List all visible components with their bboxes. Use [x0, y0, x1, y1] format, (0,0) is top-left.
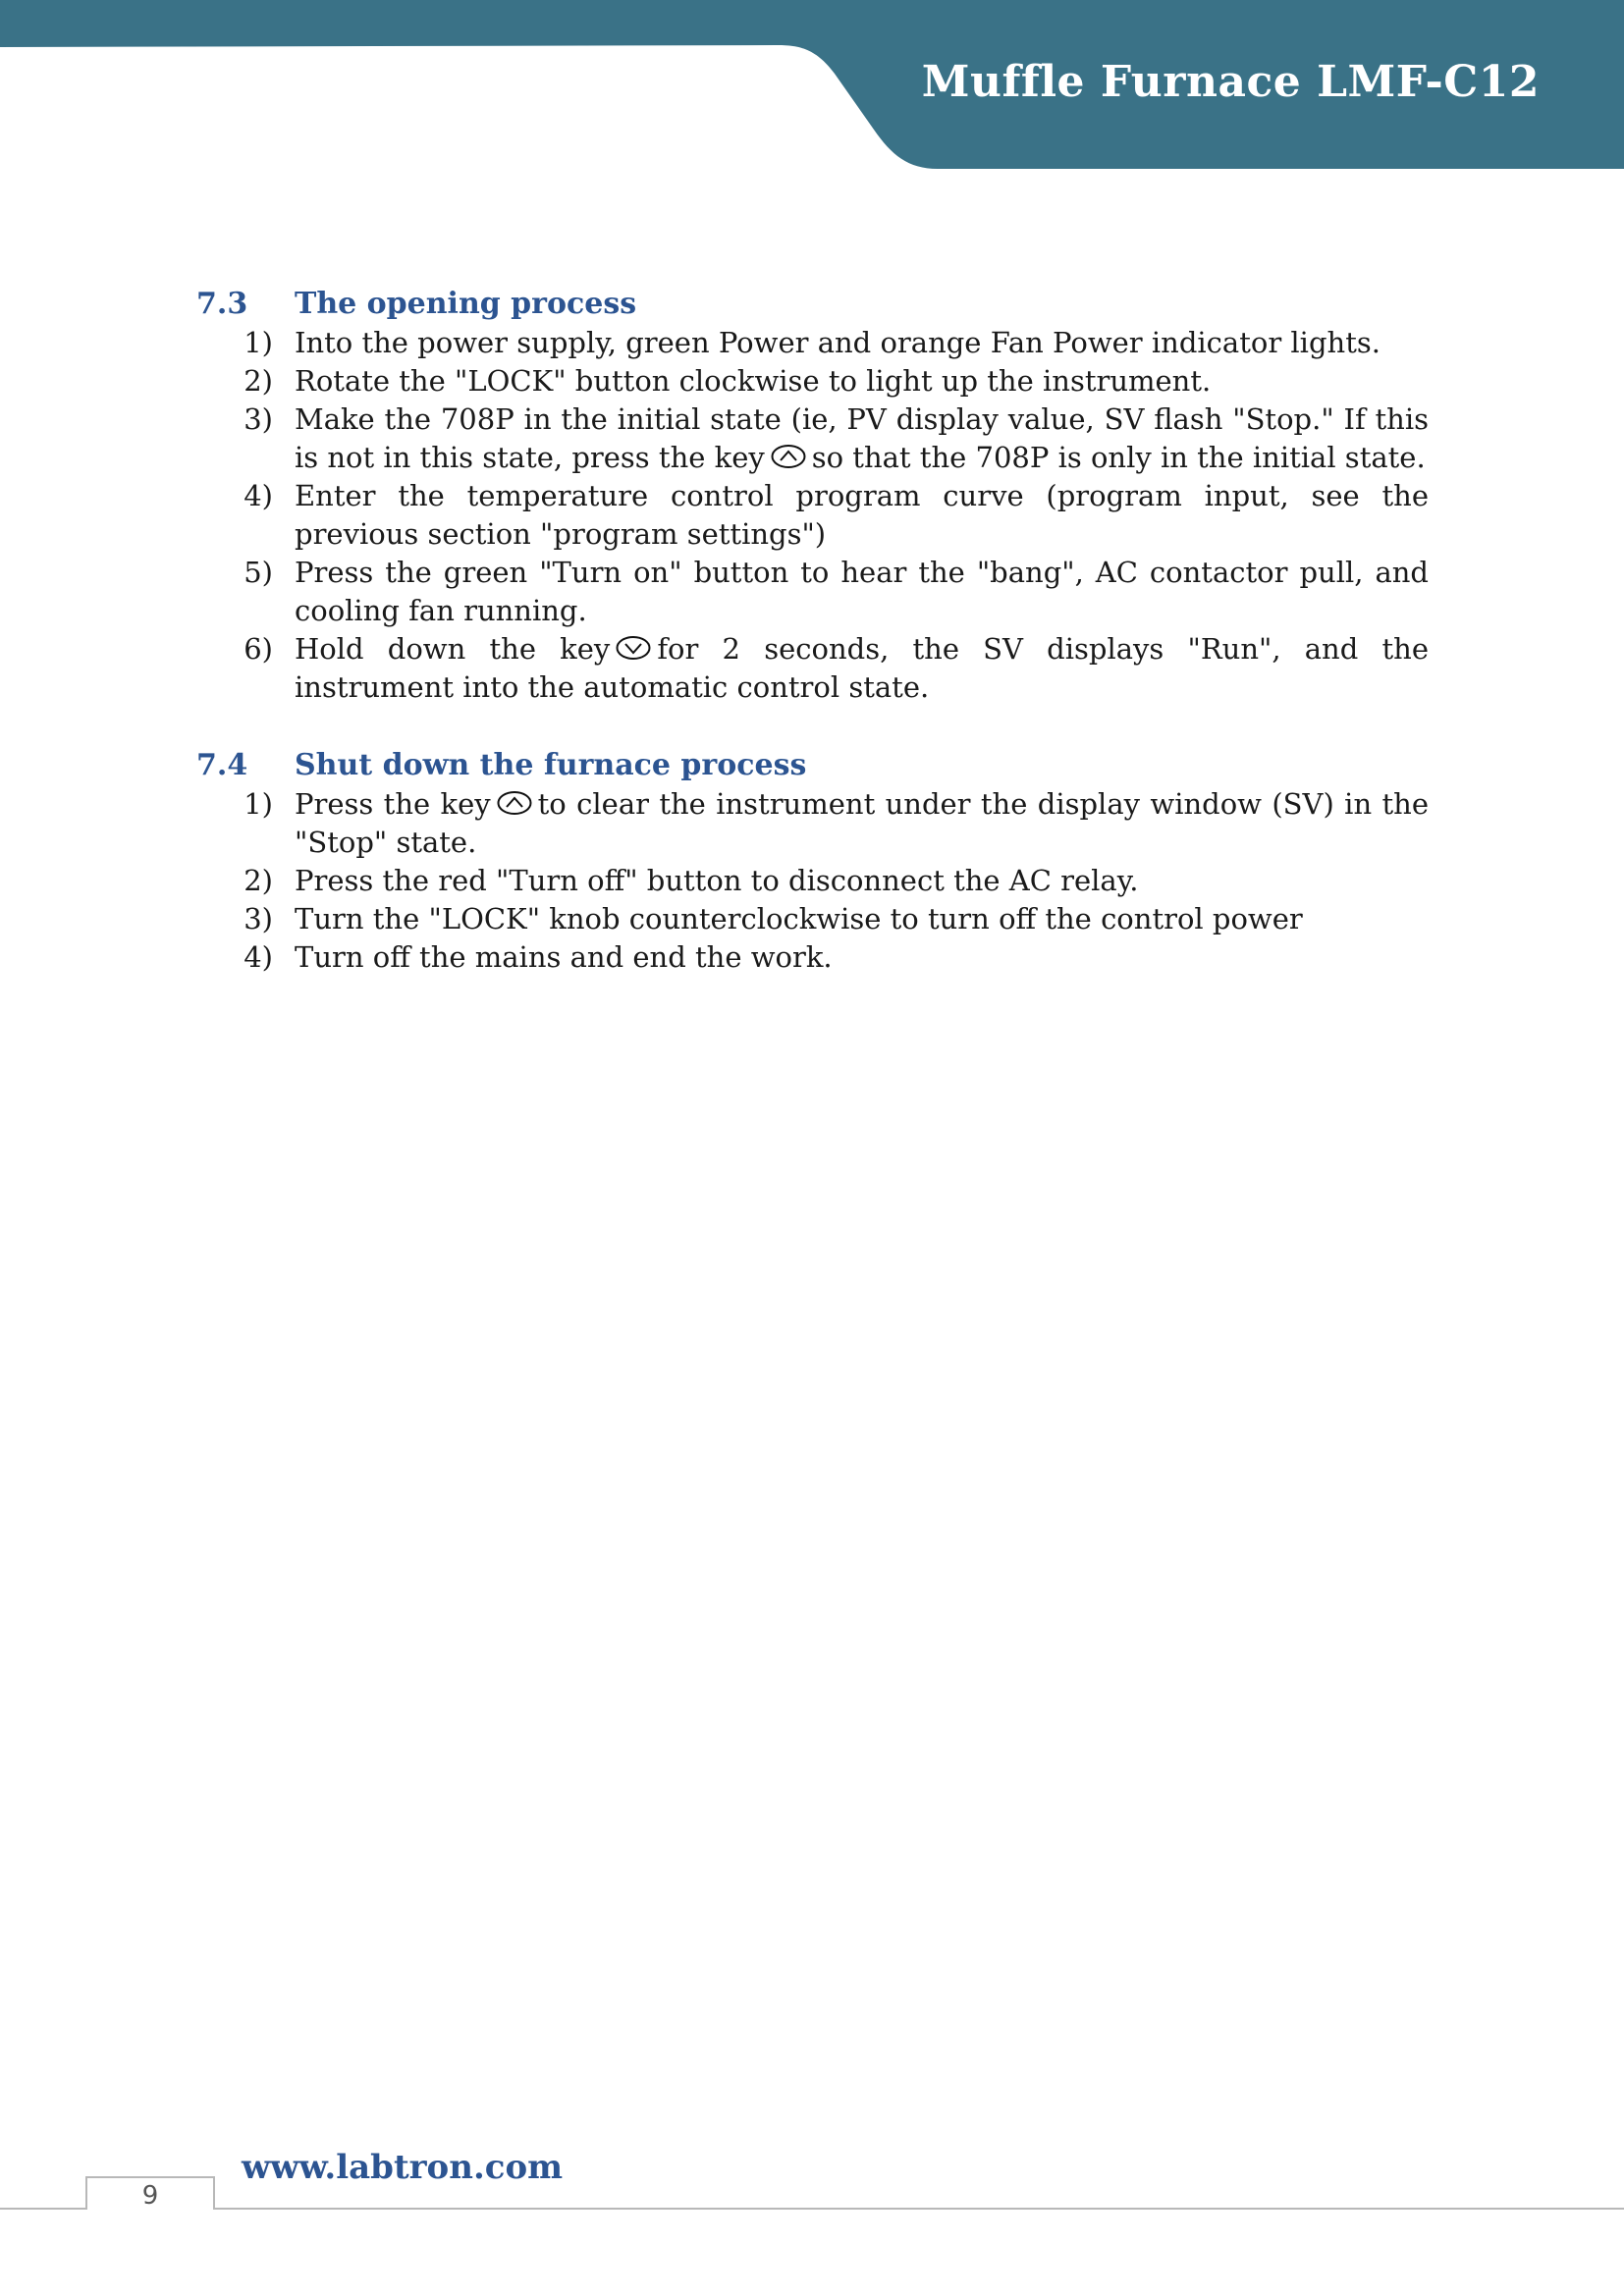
step-number: 4) [244, 940, 273, 974]
step-text-part: Press the red "Turn off" button to disconnect the AC relay. [295, 864, 1139, 897]
list-item [196, 477, 1429, 554]
step-text-part: so that the 708P is only in the initial state. [811, 441, 1426, 474]
section-title: The opening process [295, 287, 637, 321]
up-key-icon [497, 790, 532, 816]
step-text [295, 900, 1429, 938]
section-opening-process [196, 285, 1429, 707]
step-number: 1) [244, 326, 273, 359]
list-item [196, 630, 1429, 707]
step-number: 2) [244, 864, 273, 897]
step-text-part: Make the 708P in the initial state (ie, PV display value, SV flash "Stop." If this is not in this state, press the key [295, 402, 1429, 474]
step-text-part: Press the green "Turn on" button to hear the "bang", AC contactor pull, and cooling fan running. [295, 556, 1429, 627]
section-number: 7.3 [196, 287, 248, 321]
document-body [196, 285, 1429, 1016]
list-item [196, 900, 1429, 938]
step-number: 6) [244, 632, 273, 666]
step-text [295, 362, 1429, 400]
document-title: Muffle Furnace LMF-C12 [921, 57, 1540, 107]
step-text-part: for 2 seconds, the SV displays "Run", and the instrument into the automatic control state. [295, 632, 1429, 704]
steps-list [196, 324, 1429, 707]
step-text-part: Press the key [295, 787, 491, 821]
step-number: 3) [244, 402, 273, 436]
section-heading [196, 285, 1429, 324]
list-item [196, 554, 1429, 630]
step-text-part: Rotate the "LOCK" button clockwise to light up the instrument. [295, 364, 1212, 398]
list-item [196, 362, 1429, 400]
step-number: 3) [244, 902, 273, 935]
down-key-icon [616, 635, 651, 661]
step-text-part: to clear the instrument under the display window (SV) in the "Stop" state. [295, 787, 1429, 859]
step-text [295, 938, 1429, 977]
list-item [196, 324, 1429, 362]
step-text-part: Into the power supply, green Power and orange Fan Power indicator lights. [295, 326, 1380, 359]
list-item [196, 400, 1429, 477]
step-text [295, 554, 1429, 630]
page-number: 9 [141, 2181, 159, 2211]
step-text [295, 477, 1429, 554]
step-text-part: Turn the "LOCK" knob counterclockwise to turn off the control power [295, 902, 1303, 935]
step-text [295, 862, 1429, 900]
footer-rule [0, 2169, 1624, 2228]
step-text-part: Enter the temperature control program curve (program input, see the previous section "program settings") [295, 479, 1429, 551]
list-item [196, 785, 1429, 862]
step-text [295, 630, 1429, 707]
step-text-part: Turn off the mains and end the work. [295, 940, 833, 974]
step-number: 5) [244, 556, 273, 589]
step-number: 1) [244, 787, 273, 821]
footer-website-link[interactable]: www.labtron.com [242, 2148, 564, 2187]
list-item [196, 938, 1429, 977]
section-heading [196, 746, 1429, 785]
up-key-icon [771, 444, 806, 469]
section-number: 7.4 [196, 748, 248, 782]
step-text [295, 785, 1429, 862]
step-text [295, 324, 1429, 362]
list-item [196, 862, 1429, 900]
steps-list [196, 785, 1429, 977]
section-shut-down-process [196, 746, 1429, 977]
step-text [295, 400, 1429, 477]
step-number: 4) [244, 479, 273, 512]
step-number: 2) [244, 364, 273, 398]
step-text-part: Hold down the key [295, 632, 611, 666]
section-title: Shut down the furnace process [295, 748, 807, 782]
